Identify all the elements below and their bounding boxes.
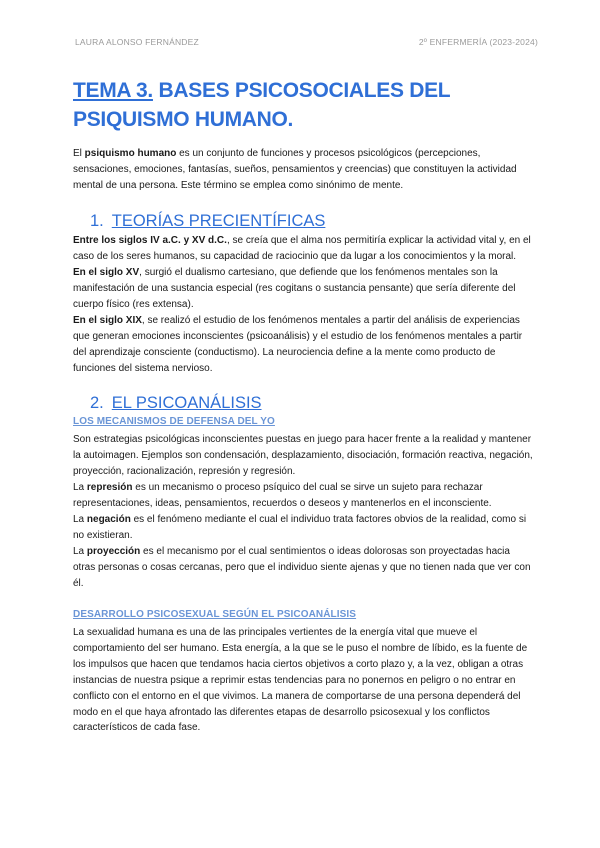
intro-bold: psiquismo humano <box>84 148 177 159</box>
p3-text: , se realizó el estudio de los fenómenos mentales a partir del análisis de experiencias que generan emociones inconscientes (psicoanálisis) y el estudio de los fenómenos mentales a partir del aprendizaje consciente (conductismo). La neurociencia define a la mente como producto de funciones del sistema nervioso. <box>73 315 523 374</box>
header-course: 2º ENFERMERÍA (2023-2024) <box>418 37 538 47</box>
projection-paragraph <box>73 544 533 592</box>
rep-bold: represión <box>86 482 133 493</box>
section-1-number: 1. <box>90 212 104 230</box>
title-prefix: TEMA 3. <box>73 79 153 102</box>
rep-text: es un mecanismo o proceso psíquico del cual se sirve un sujeto para rechazar representaciones, ideas, pensamientos, recuerdos o deseos y mantenerlos en el inconsciente. <box>73 482 492 509</box>
subsection-defense-mechanisms: LOS MECANISMOS DE DEFENSA DEL YO <box>73 416 275 427</box>
p1-bold: Entre los siglos IV a.C. y XV d.C. <box>73 235 227 246</box>
neg-pre: La <box>73 514 87 525</box>
page-title <box>73 76 493 134</box>
negation-paragraph <box>73 512 533 544</box>
pro-text: es el mecanismo por el cual sentimientos o ideas dolorosas son proyectadas hacia otras personas o cosas cercanas, pero que el individuo siente ajenas y que no tienen nada que ver con él. <box>73 546 531 589</box>
psychosexual-paragraph: La sexualidad humana es una de las principales vertientes de la energía vital que mueve el comportamiento del ser humano. Esta energía, a la que se le puso el nombre de líbido, es la fuente de los impulsos que hacen que tendamos hacia ciertos objetivos a corto plazo y, a la vez, obligan a otras instancias de nuestra psique a reprimir estas tendencias para no ponernos en peligro o no entrar en conflicto con el entorno en el que vivimos. La manera de comportarse de una persona dependerá del modo en el que haya afrontado las diferentes etapas de desarrollo psicosexual y los conflictos característicos de cada fase. <box>73 627 528 734</box>
section-1-title: TEORÍAS PRECIENTÍFICAS <box>111 212 326 230</box>
neg-text: es el fenómeno mediante el cual el individuo trata factores obvios de la realidad, como si no existieran. <box>73 514 527 541</box>
subsection-psychosexual-development: DESARROLLO PSICOSEXUAL SEGÚN EL PSICOANÁLISIS <box>73 609 357 620</box>
intro-pre: El <box>73 148 85 159</box>
pro-bold: proyección <box>86 546 141 557</box>
section-2-number: 2. <box>90 394 104 412</box>
p1-text: , se creía que el alma nos permitiría explicar la actividad vital y, en el caso de los seres humanos, su capacidad de raciocinio que da lugar a los conocimientos y la moral. <box>73 235 531 262</box>
section-2-title: EL PSICOANÁLISIS <box>111 394 262 412</box>
section-2-heading <box>90 394 262 413</box>
rep-pre: La <box>73 482 87 493</box>
section-1-paragraph-3 <box>73 313 533 377</box>
section-1-heading <box>90 212 325 231</box>
p2-text: , surgió el dualismo cartesiano, que defiende que los fenómenos mentales son la manifestación de una sustancia especial (res cogitans o sustancia pensante) que sería diferente del cuerpo físico (res extensa). <box>73 267 516 310</box>
repression-paragraph <box>73 480 533 512</box>
p3-bold: En el siglo XIX <box>73 315 142 326</box>
neg-bold: negación <box>86 514 131 525</box>
section-1-paragraph-1 <box>73 233 533 265</box>
defense-intro-paragraph: Son estrategias psicológicas inconscientes puestas en juego para hacer frente a la realidad y mantener la autoimagen. Ejemplos son condensación, desplazamiento, disociación, formación reactiva, negación, proyección, racionalización, represión y regresión. <box>73 434 533 477</box>
section-1-paragraph-2 <box>73 265 533 313</box>
intro-post: es un conjunto de funciones y procesos psicológicos (percepciones, sensaciones, emociones, fantasías, sueños, pensamientos y creencias) que constituyen la actividad mental de una persona. Este término se emplea como sinónimo de mente. <box>73 148 517 191</box>
p2-bold: En el siglo XV <box>73 267 140 278</box>
intro-paragraph <box>73 146 533 194</box>
title-main: BASES PSICOSOCIALES DEL PSIQUISMO HUMANO. <box>73 79 450 131</box>
pro-pre: La <box>73 546 87 557</box>
header-author: LAURA ALONSO FERNÁNDEZ <box>75 37 199 47</box>
